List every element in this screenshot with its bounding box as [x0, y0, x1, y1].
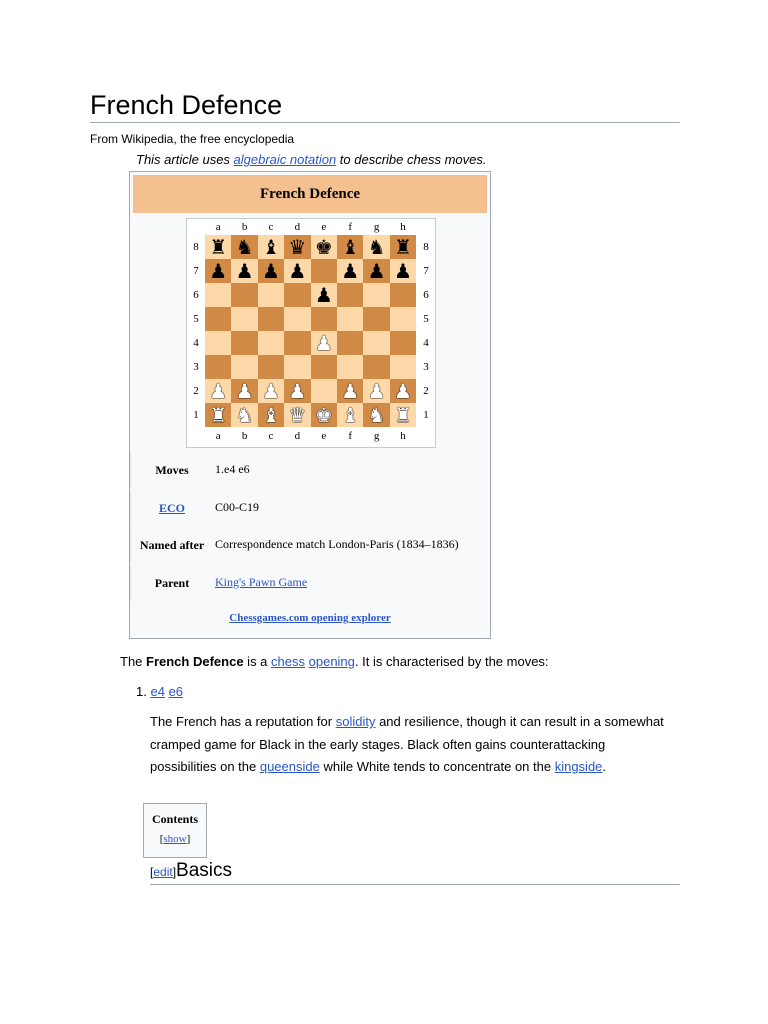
board-square-g3 — [363, 355, 389, 379]
rank-label-6: 6 — [193, 289, 199, 301]
rank-label-2: 2 — [423, 385, 429, 397]
white-pawn-icon: ♟ — [235, 379, 254, 403]
rank-label-3: 3 — [193, 361, 199, 373]
queenside-link[interactable]: queenside — [259, 759, 320, 774]
title-divider — [90, 122, 680, 123]
infobox-title: French Defence — [133, 175, 487, 213]
board-square-h4 — [390, 331, 416, 355]
rank-label-1: 1 — [193, 409, 199, 421]
opening-link[interactable]: opening — [308, 654, 355, 669]
toc-bracket-open: [ — [159, 833, 164, 845]
file-label-b: b — [241, 430, 248, 442]
black-pawn-icon: ♟ — [262, 259, 280, 283]
white-pawn-icon: ♟ — [341, 379, 360, 403]
infobox-row — [130, 565, 490, 601]
section-title: Basics — [176, 860, 233, 881]
board-square-f6 — [337, 283, 363, 307]
white-pawn-icon: ♟ — [262, 379, 280, 403]
black-pawn-icon: ♟ — [367, 259, 386, 283]
intro-text-2: is a — [243, 654, 272, 669]
file-label-c: c — [268, 221, 274, 233]
board-square-b5 — [231, 307, 257, 331]
white-pawn-icon: ♟ — [314, 331, 333, 355]
file-label-b: b — [241, 221, 248, 233]
rank-label-2: 2 — [193, 385, 199, 397]
black-pawn-icon: ♟ — [341, 259, 360, 283]
infobox-value: C00-C19 — [215, 499, 260, 514]
rank-label-6: 6 — [423, 289, 429, 301]
toc-show-link[interactable]: show — [163, 833, 187, 845]
chessgames-explorer-link[interactable]: Chessgames.com opening explorer — [229, 612, 391, 624]
board-square-b4 — [231, 331, 257, 355]
black-rook-icon: ♜ — [394, 235, 412, 259]
edit-bracket-open: [ — [150, 865, 154, 879]
board-square-e7 — [311, 259, 337, 283]
white-knight-icon: ♞ — [367, 403, 386, 427]
file-label-e: e — [321, 221, 327, 233]
board-square-e5 — [311, 307, 337, 331]
board-square-h5 — [390, 307, 416, 331]
row-separator — [130, 527, 131, 563]
rank-label-8: 8 — [423, 241, 429, 253]
board-square-d5 — [284, 307, 310, 331]
black-king-icon: ♚ — [314, 235, 333, 259]
file-label-a: a — [215, 221, 221, 233]
white-rook-icon: ♜ — [394, 403, 412, 427]
hatnote-text-before: This article uses — [136, 152, 234, 167]
rank-label-8: 8 — [193, 241, 199, 253]
chess-diagram — [186, 218, 436, 448]
board-square-g4 — [363, 331, 389, 355]
edit-bracket-close: ] — [172, 865, 177, 879]
intro-text-1: The — [120, 654, 147, 669]
section-divider — [150, 884, 680, 885]
infobox-value: 1.e4 e6 — [215, 462, 250, 476]
board-square-g6 — [363, 283, 389, 307]
board-square-e2 — [311, 379, 337, 403]
infobox-row — [130, 452, 490, 488]
file-label-f: f — [348, 221, 353, 233]
row-separator — [130, 565, 131, 601]
board-square-h3 — [390, 355, 416, 379]
file-label-h: h — [400, 221, 406, 233]
infobox-label[interactable]: ECO — [158, 500, 185, 515]
black-queen-icon: ♛ — [288, 235, 307, 259]
toc-title: Contents — [151, 812, 198, 826]
para-text-4: . — [602, 759, 607, 774]
chess-board — [205, 235, 416, 427]
infobox-label: Named after — [139, 538, 205, 552]
file-label-a: a — [215, 430, 221, 442]
intro-bold-term: French Defence — [146, 654, 244, 669]
white-pawn-icon: ♟ — [209, 379, 228, 403]
rank-label-3: 3 — [423, 361, 429, 373]
table-of-contents — [143, 803, 207, 858]
file-label-d: d — [294, 221, 301, 233]
white-bishop-icon: ♝ — [341, 403, 360, 427]
file-label-e: e — [321, 430, 327, 442]
board-square-b6 — [231, 283, 257, 307]
row-separator — [130, 452, 131, 488]
black-pawn-icon: ♟ — [235, 259, 254, 283]
toc-toggle — [144, 833, 206, 845]
para-text-3: while White tends to concentrate on the — [319, 759, 555, 774]
black-knight-icon: ♞ — [367, 235, 386, 259]
infobox-label: Parent — [154, 575, 190, 590]
toc-bracket-close: ] — [186, 833, 191, 845]
file-label-h: h — [400, 430, 406, 442]
white-pawn-icon: ♟ — [367, 379, 386, 403]
white-rook-icon: ♜ — [209, 403, 228, 427]
rank-label-1: 1 — [423, 409, 429, 421]
board-square-e3 — [311, 355, 337, 379]
infobox-row — [130, 527, 490, 563]
black-bishop-icon: ♝ — [262, 235, 280, 259]
file-label-g: g — [373, 221, 380, 233]
move-e6-link[interactable]: e6 — [168, 684, 184, 699]
board-square-d4 — [284, 331, 310, 355]
infobox-row — [130, 490, 490, 526]
hatnote — [136, 152, 486, 167]
rank-label-7: 7 — [193, 265, 199, 277]
board-square-f3 — [337, 355, 363, 379]
page-title: French Defence — [90, 90, 283, 120]
algebraic-notation-link[interactable]: algebraic notation — [233, 152, 337, 167]
rank-label-4: 4 — [423, 337, 429, 349]
rank-label-5: 5 — [193, 313, 199, 325]
black-rook-icon: ♜ — [209, 235, 228, 259]
black-pawn-icon: ♟ — [288, 259, 307, 283]
intro-paragraph — [120, 654, 549, 669]
board-square-a4 — [205, 331, 231, 355]
para-text-2: and resilience, though it can result in a somewhat cramped game for Black in the early stages. Black often gains counterattacking possibilities on the — [150, 714, 664, 774]
board-square-f4 — [337, 331, 363, 355]
white-knight-icon: ♞ — [235, 403, 254, 427]
para-text-1: The French has a reputation for — [150, 714, 336, 729]
black-knight-icon: ♞ — [235, 235, 254, 259]
white-bishop-icon: ♝ — [262, 403, 280, 427]
move-number: 1. — [136, 684, 147, 699]
board-square-d3 — [284, 355, 310, 379]
board-square-d6 — [284, 283, 310, 307]
infobox-value: Correspondence match London-Paris (1834–1836) — [215, 537, 459, 551]
white-pawn-icon: ♟ — [288, 379, 307, 403]
white-pawn-icon: ♟ — [394, 379, 412, 403]
white-queen-icon: ♛ — [288, 403, 307, 427]
page-tagline: From Wikipedia, the free encyclopedia — [90, 132, 295, 146]
board-square-g5 — [363, 307, 389, 331]
file-label-g: g — [373, 430, 380, 442]
board-square-a6 — [205, 283, 231, 307]
kingside-link[interactable]: kingside — [554, 759, 603, 774]
row-separator — [130, 490, 131, 526]
hatnote-text-after: to describe chess moves. — [336, 152, 487, 167]
board-square-c3 — [258, 355, 284, 379]
board-square-a3 — [205, 355, 231, 379]
chess-link[interactable]: chess — [271, 654, 305, 669]
board-square-a5 — [205, 307, 231, 331]
black-bishop-icon: ♝ — [341, 235, 360, 259]
black-pawn-icon: ♟ — [209, 259, 228, 283]
section-heading-basics — [150, 860, 232, 882]
rank-label-7: 7 — [423, 265, 429, 277]
black-pawn-icon: ♟ — [314, 283, 333, 307]
file-label-d: d — [294, 430, 301, 442]
edit-section-link[interactable]: edit — [153, 865, 173, 879]
board-square-c4 — [258, 331, 284, 355]
black-pawn-icon: ♟ — [394, 259, 412, 283]
infobox — [129, 171, 491, 639]
board-square-f5 — [337, 307, 363, 331]
infobox-value[interactable]: King's Pawn Game — [215, 574, 308, 589]
move-e4-link[interactable]: e4 — [150, 684, 165, 699]
rank-label-4: 4 — [193, 337, 199, 349]
solidity-link[interactable]: solidity — [335, 714, 376, 729]
rank-label-5: 5 — [423, 313, 429, 325]
move-list — [136, 684, 183, 699]
infobox-label: Moves — [155, 463, 189, 477]
file-label-c: c — [268, 430, 274, 442]
file-label-f: f — [348, 430, 353, 442]
board-square-h6 — [390, 283, 416, 307]
description-paragraph — [150, 711, 670, 779]
white-king-icon: ♚ — [314, 403, 333, 427]
board-square-c6 — [258, 283, 284, 307]
board-square-c5 — [258, 307, 284, 331]
board-square-b3 — [231, 355, 257, 379]
intro-text-4: . It is characterised by the moves: — [354, 654, 549, 669]
